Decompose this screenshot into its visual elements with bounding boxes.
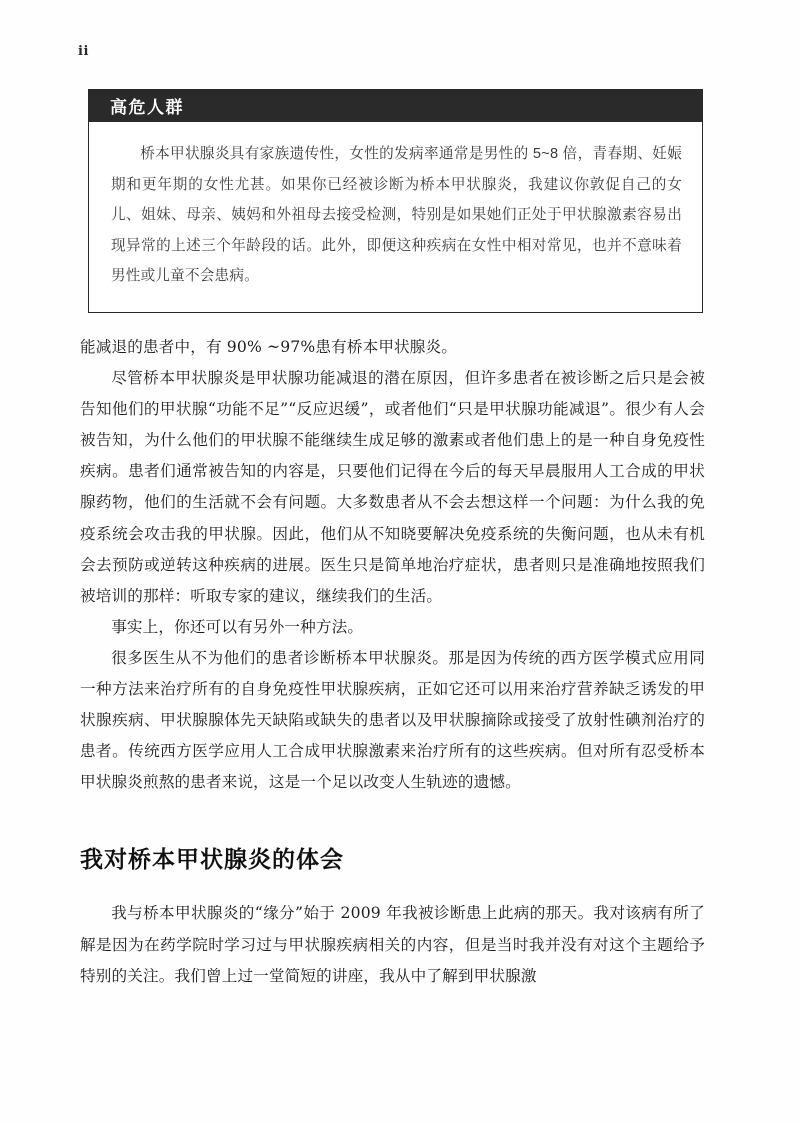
heading-spacer-below (80, 875, 705, 898)
body-paragraph: 能减退的患者中，有 90% ~97%患有桥本甲状腺炎。 (80, 338, 458, 356)
section-heading: 我对桥本甲状腺炎的体会 (80, 846, 344, 874)
page-number: ii (78, 44, 89, 59)
callout-title: 高危人群 (110, 98, 184, 117)
main-text-column (80, 332, 705, 992)
callout-header-bar (88, 89, 703, 122)
body-paragraph: 我与桥本甲状腺炎的“缘分”始于 2009 年我被诊断患上此病的那天。我对该病有所了解是因为在药学院时学习过与甲状腺疾病相关的内容，但是当时我并没有对这个主题给予特别的关注。我们曾上过一堂简短的讲座，我从中了解到甲状腺激 (80, 904, 705, 985)
body-paragraph: 事实上，你还可以有另外一种方法。 (111, 617, 364, 636)
body-paragraph: 尽管桥本甲状腺炎是甲状腺功能减退的潜在原因，但许多患者在被诊断之后只是会被告知他们的甲状腺“功能不足”“反应迟缓”，或者他们“只是甲状腺功能减退”。很少有人会被告知，为什么他们的甲状腺不能继续生成足够的激素或者他们患上的是一种自身免疫性疾病。患者们通常被告知的内容是，只要他们记得在今后的每天早晨服用人工合成的甲状腺药物，他们的生活就不会有问题。大多数患者从不会去想这样一个问题：为什么我的免疫系统会攻击我的甲状腺。因此，他们从不知晓要解决免疫系统的失衡问题，也从未有机会去预防或逆转这种疾病的进展。医生只是简单地治疗症状，患者则只是准确地按照我们被培训的那样：听取专家的建议，继续我们的生活。 (80, 369, 705, 605)
callout-paragraph: 桥本甲状腺炎具有家族遗传性，女性的发病率通常是男性的 5~8 倍，青春期、妊娠期和更年期的女性尤甚。如果你已经被诊断为桥本甲状腺炎，我建议你敦促自己的女儿、姐妹、母亲、姨妈和外祖母去接受检测，特别是如果她们正处于甲状腺激素容易出现异常的上述三个年龄段的话。此外，即便这种疾病在女性中相对常见，也并不意味着男性或儿童不会患病。 (111, 146, 682, 284)
body-paragraph: 很多医生从不为他们的患者诊断桥本甲状腺炎。那是因为传统的西方医学模式应用同一种方法来治疗所有的自身免疫性甲状腺疾病，正如它还可以用来治疗营养缺乏诱发的甲状腺疾病、甲状腺腺体先天缺陷或缺失的患者以及甲状腺摘除或接受了放射性碘剂治疗的患者。传统西方医学应用人工合成甲状腺激素来治疗所有的这些疾病。但对所有忍受桥本甲状腺炎煎熬的患者来说，这是一个足以改变人生轨迹的遗憾。 (80, 648, 705, 792)
callout-body (88, 122, 703, 313)
highlight-callout-box (88, 89, 703, 313)
heading-spacer-above (80, 798, 705, 844)
